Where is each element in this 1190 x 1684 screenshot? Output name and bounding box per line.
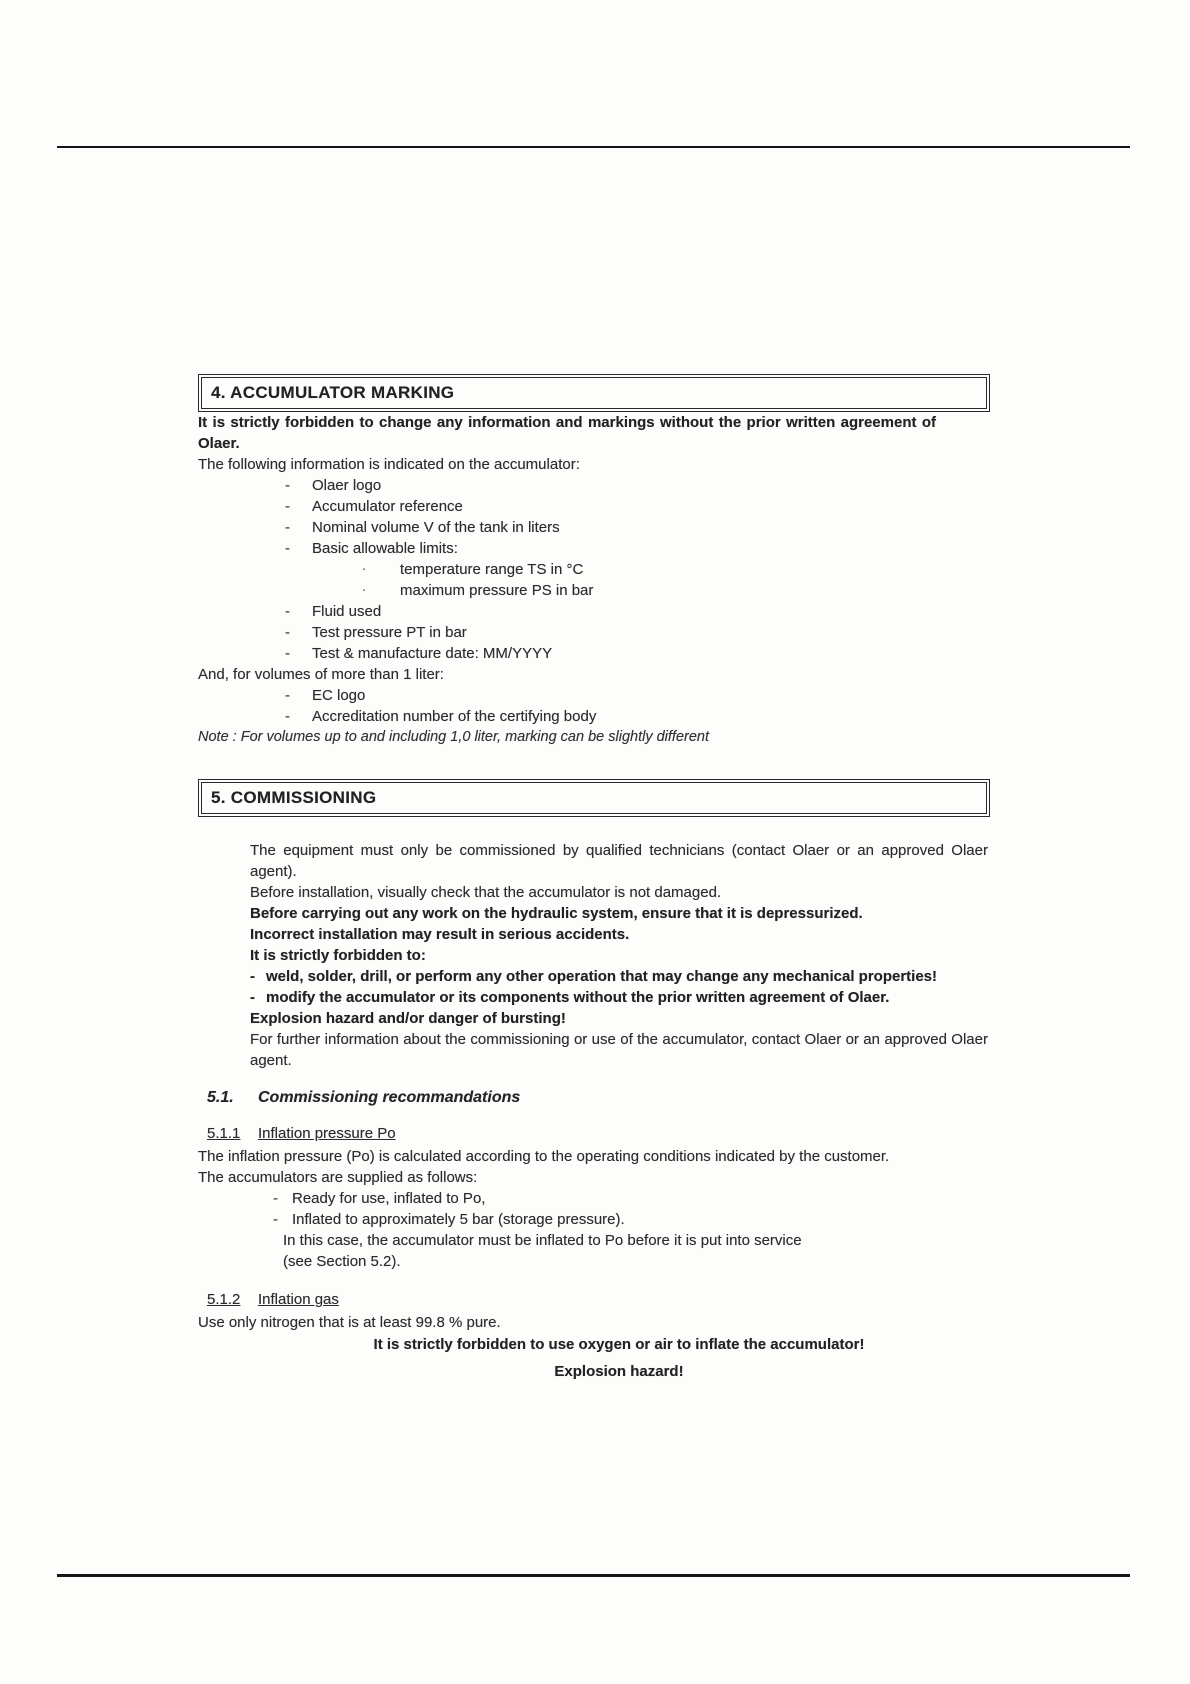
allowable-limits-sublist	[400, 559, 990, 601]
section4-heading-box	[198, 374, 990, 412]
list-item: - Nominal volume V of the tank in liters	[285, 517, 990, 538]
subsection-title: Inflation pressure Po	[258, 1125, 396, 1142]
page-content	[198, 374, 990, 1382]
subsection-5-1-1-heading	[207, 1123, 990, 1144]
subsection-number: 5.1.2	[207, 1291, 241, 1308]
list-item-continuation: (see Section 5.2).	[283, 1253, 401, 1270]
section4-list-intro: The following information is indicated on the accumulator:	[198, 456, 580, 473]
paragraph: Use only nitrogen that is at least 99.8 % pure.	[198, 1314, 501, 1331]
paragraph: The equipment must only be commissioned by qualified technicians (contact Olaer or an approved Olaer agent).	[250, 842, 988, 880]
list-item: - Inflated to approximately 5 bar (storage pressure).	[273, 1209, 990, 1230]
forbidden-item: - weld, solder, drill, or perform any other operation that may change any mechanical properties!	[250, 966, 988, 987]
section5-heading-box	[198, 779, 990, 817]
paragraph: For further information about the commissioning or use of the accumulator, contact Olaer or an approved Olaer agent.	[250, 1031, 988, 1069]
subsection-5-1-heading	[207, 1087, 990, 1108]
bottom-horizontal-rule	[57, 1574, 1130, 1577]
paragraph-bold: Incorrect installation may result in serious accidents.	[250, 926, 630, 943]
paragraph: Before installation, visually check that the accumulator is not damaged.	[250, 884, 722, 901]
list-item: - EC logo	[285, 685, 990, 706]
list-item: . temperature range TS in °C	[400, 559, 990, 580]
paragraph-bold: Before carrying out any work on the hydraulic system, ensure that it is depressurized.	[250, 905, 863, 922]
subsection-title: Inflation gas	[258, 1291, 339, 1308]
explosion-hazard-line: Explosion hazard!	[554, 1363, 684, 1380]
list-item: - Test pressure PT in bar	[285, 622, 990, 643]
section4-note: Note : For volumes up to and including 1,0 liter, marking can be slightly different	[198, 729, 709, 745]
section5-title: 5. COMMISSIONING	[211, 788, 377, 807]
list-item-continuation: In this case, the accumulator must be inflated to Po before it is put into service	[283, 1232, 802, 1249]
volumes-more-intro: And, for volumes of more than 1 liter:	[198, 666, 444, 683]
top-horizontal-rule	[57, 146, 1130, 148]
oxygen-warning-line: It is strictly forbidden to use oxygen or air to inflate the accumulator!	[373, 1336, 865, 1353]
list-item: - Ready for use, inflated to Po,	[273, 1188, 990, 1209]
supply-options-list	[273, 1188, 990, 1230]
paragraph-bold: It is strictly forbidden to:	[250, 947, 426, 964]
subsection-title: Commissioning recommandations	[258, 1089, 521, 1106]
marking-info-list-continued	[285, 601, 990, 664]
list-item: - Basic allowable limits:	[285, 538, 990, 559]
volumes-more-list	[285, 685, 990, 727]
list-item: - Accreditation number of the certifying body	[285, 706, 990, 727]
list-item: - Accumulator reference	[285, 496, 990, 517]
subsection-number: 5.1.1	[207, 1125, 241, 1142]
section4-title: 4. ACCUMULATOR MARKING	[211, 383, 455, 402]
section5-body	[250, 840, 988, 1071]
section4-warning-paragraph: It is strictly forbidden to change any information and markings without the prior written agreement of Olaer.	[198, 414, 936, 452]
subsection-5-1-2-heading	[207, 1289, 990, 1310]
paragraph-bold: Explosion hazard and/or danger of bursting!	[250, 1010, 566, 1027]
list-item: - Fluid used	[285, 601, 990, 622]
list-item: - Test & manufacture date: MM/YYYY	[285, 643, 990, 664]
list-item: . maximum pressure PS in bar	[400, 580, 990, 601]
forbidden-item: - modify the accumulator or its components without the prior written agreement of Olaer.	[250, 987, 988, 1008]
subsection-number: 5.1.	[207, 1089, 234, 1106]
marking-info-list	[285, 475, 990, 559]
paragraph: The inflation pressure (Po) is calculated according to the operating conditions indicated by the customer.	[198, 1148, 890, 1165]
paragraph: The accumulators are supplied as follows:	[198, 1169, 478, 1186]
list-item: - Olaer logo	[285, 475, 990, 496]
